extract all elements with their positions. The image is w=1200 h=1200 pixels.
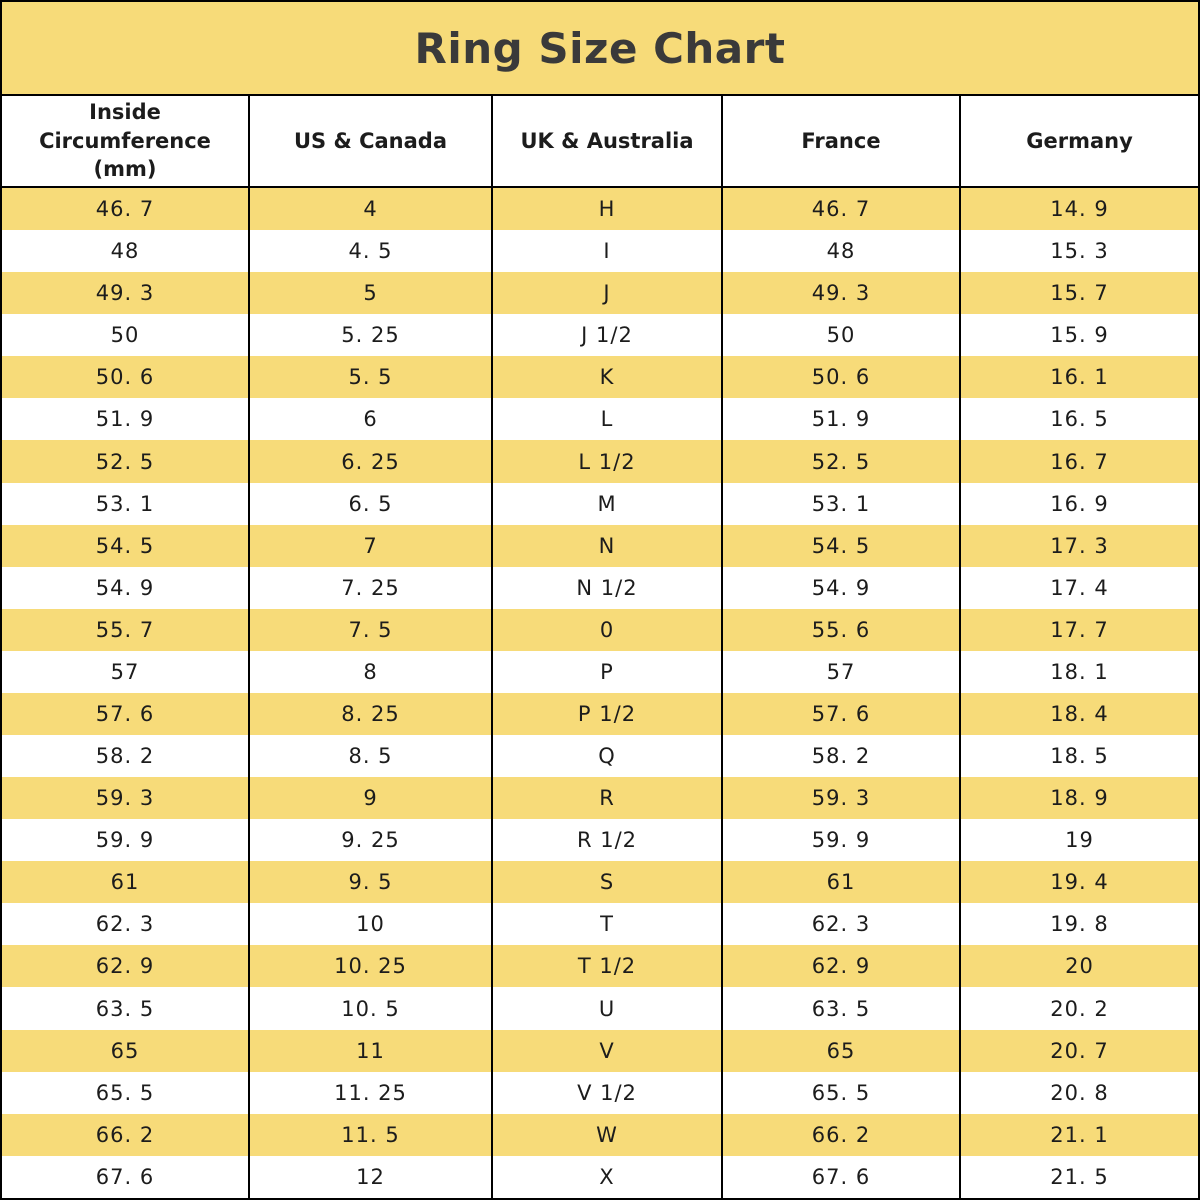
table-row [2,1114,1198,1156]
table-cell: H [492,187,722,230]
table-cell: J 1/2 [492,314,722,356]
column-header-line-2: (mm) [93,157,157,182]
table-cell: 12 [249,1156,492,1198]
ring-size-table [2,96,1198,1198]
column-header-us-canada: US & Canada [249,96,492,187]
table-cell: L [492,398,722,440]
table-row [2,735,1198,777]
table-cell: 4. 5 [249,230,492,272]
table-cell: 6. 5 [249,483,492,525]
table-cell: 19 [960,819,1198,861]
table-cell: 46. 7 [2,187,249,230]
table-row [2,1156,1198,1198]
table-cell: 20 [960,945,1198,987]
table-header-row [2,96,1198,187]
table-row [2,945,1198,987]
table-cell: 53. 1 [2,483,249,525]
table-cell: 5 [249,272,492,314]
table-cell: P 1/2 [492,693,722,735]
table-cell: 57 [2,651,249,693]
table-cell: 10. 5 [249,987,492,1029]
table-row [2,272,1198,314]
table-cell: 16. 5 [960,398,1198,440]
page-title: Ring Size Chart [414,23,786,73]
table-cell: 54. 5 [722,525,960,567]
table-row [2,525,1198,567]
table-cell: 59. 9 [2,819,249,861]
table-row [2,651,1198,693]
table-header [2,96,1198,187]
table-row [2,693,1198,735]
table-row [2,987,1198,1029]
table-cell: X [492,1156,722,1198]
table-row [2,1072,1198,1114]
table-row [2,356,1198,398]
table-cell: 21. 1 [960,1114,1198,1156]
table-cell: 5. 5 [249,356,492,398]
table-cell: 21. 5 [960,1156,1198,1198]
table-row [2,861,1198,903]
table-cell: 57. 6 [722,693,960,735]
table-cell: 61 [722,861,960,903]
table-cell: 63. 5 [2,987,249,1029]
table-cell: 57 [722,651,960,693]
table-cell: 57. 6 [2,693,249,735]
table-row [2,314,1198,356]
table-cell: 18. 5 [960,735,1198,777]
table-cell: 54. 5 [2,525,249,567]
table-cell: 17. 4 [960,567,1198,609]
table-cell: 65 [722,1030,960,1072]
table-cell: 55. 6 [722,609,960,651]
table-cell: 14. 9 [960,187,1198,230]
table-cell: 18. 1 [960,651,1198,693]
table-cell: 9 [249,777,492,819]
table-cell: Q [492,735,722,777]
table-cell: 48 [722,230,960,272]
table-cell: 11. 25 [249,1072,492,1114]
table-row [2,819,1198,861]
table-cell: 51. 9 [722,398,960,440]
table-cell: 61 [2,861,249,903]
table-cell: 20. 8 [960,1072,1198,1114]
table-cell: 20. 2 [960,987,1198,1029]
table-cell: 11. 5 [249,1114,492,1156]
table-cell: 54. 9 [2,567,249,609]
table-cell: K [492,356,722,398]
table-cell: 62. 3 [722,903,960,945]
table-cell: U [492,987,722,1029]
table-cell: 15. 9 [960,314,1198,356]
table-cell: 15. 7 [960,272,1198,314]
table-cell: T [492,903,722,945]
table-cell: 7 [249,525,492,567]
table-row [2,1030,1198,1072]
table-cell: 7. 25 [249,567,492,609]
table-cell: 17. 7 [960,609,1198,651]
table-cell: 19. 4 [960,861,1198,903]
table-cell: 4 [249,187,492,230]
table-cell: 66. 2 [2,1114,249,1156]
table-cell: 65. 5 [2,1072,249,1114]
table-cell: 18. 4 [960,693,1198,735]
table-cell: 62. 9 [2,945,249,987]
table-cell: 8. 5 [249,735,492,777]
table-cell: P [492,651,722,693]
table-cell: 8. 25 [249,693,492,735]
table-cell: 11 [249,1030,492,1072]
column-header-france: France [722,96,960,187]
table-cell: 10 [249,903,492,945]
table-cell: 16. 1 [960,356,1198,398]
table-row [2,440,1198,482]
table-cell: V [492,1030,722,1072]
table-row [2,230,1198,272]
table-cell: 49. 3 [722,272,960,314]
table-row [2,777,1198,819]
table-cell: R 1/2 [492,819,722,861]
table-cell: L 1/2 [492,440,722,482]
table-cell: 16. 7 [960,440,1198,482]
column-header-germany: Germany [960,96,1198,187]
table-cell: 62. 3 [2,903,249,945]
table-cell: 67. 6 [2,1156,249,1198]
table-cell: 7. 5 [249,609,492,651]
table-cell: 66. 2 [722,1114,960,1156]
table-cell: R [492,777,722,819]
table-cell: 52. 5 [722,440,960,482]
table-cell: 50 [2,314,249,356]
table-cell: 59. 9 [722,819,960,861]
table-cell: 51. 9 [2,398,249,440]
table-cell: 59. 3 [722,777,960,819]
table-cell: 16. 9 [960,483,1198,525]
table-cell: M [492,483,722,525]
table-cell: 15. 3 [960,230,1198,272]
table-cell: 20. 7 [960,1030,1198,1072]
table-cell: 9. 25 [249,819,492,861]
column-header-uk-australia: UK & Australia [492,96,722,187]
table-cell: 62. 9 [722,945,960,987]
chart-title-bar [2,2,1198,96]
table-row [2,567,1198,609]
table-cell: 63. 5 [722,987,960,1029]
table-row [2,398,1198,440]
table-cell: 65 [2,1030,249,1072]
table-cell: 8 [249,651,492,693]
column-header-inside-circumference [2,96,249,187]
table-cell: 67. 6 [722,1156,960,1198]
table-row [2,187,1198,230]
table-cell: J [492,272,722,314]
table-cell: 50. 6 [722,356,960,398]
table-cell: 65. 5 [722,1072,960,1114]
table-cell: 19. 8 [960,903,1198,945]
table-cell: 6. 25 [249,440,492,482]
table-cell: 46. 7 [722,187,960,230]
table-cell: I [492,230,722,272]
table-cell: T 1/2 [492,945,722,987]
table-cell: 58. 2 [722,735,960,777]
table-cell: 58. 2 [2,735,249,777]
table-cell: 9. 5 [249,861,492,903]
table-cell: 49. 3 [2,272,249,314]
table-cell: W [492,1114,722,1156]
table-cell: 10. 25 [249,945,492,987]
table-body [2,187,1198,1198]
table-cell: 53. 1 [722,483,960,525]
table-cell: 59. 3 [2,777,249,819]
table-cell: N [492,525,722,567]
table-cell: 48 [2,230,249,272]
table-cell: N 1/2 [492,567,722,609]
table-cell: S [492,861,722,903]
table-row [2,903,1198,945]
table-cell: 50 [722,314,960,356]
table-cell: 17. 3 [960,525,1198,567]
table-cell: 50. 6 [2,356,249,398]
table-row [2,483,1198,525]
table-cell: 54. 9 [722,567,960,609]
table-row [2,609,1198,651]
table-cell: 6 [249,398,492,440]
table-cell: V 1/2 [492,1072,722,1114]
table-cell: 18. 9 [960,777,1198,819]
table-cell: 52. 5 [2,440,249,482]
column-header-line-1: Inside Circumference [39,100,211,153]
table-cell: 5. 25 [249,314,492,356]
table-cell: 0 [492,609,722,651]
table-cell: 55. 7 [2,609,249,651]
